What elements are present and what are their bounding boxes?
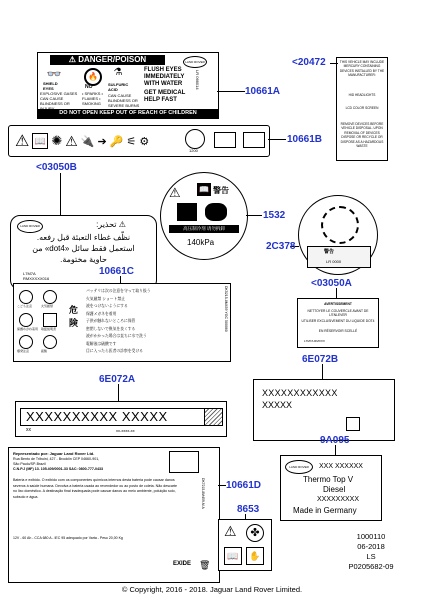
manual-icon-jp bbox=[43, 313, 57, 327]
reservoir-sticker bbox=[307, 246, 371, 268]
fan-icon: ✤ bbox=[246, 524, 264, 542]
land-rover-badge-arabic: LAND ROVER bbox=[17, 220, 43, 233]
danger-poison-label bbox=[37, 52, 219, 119]
french-line-0: AVERTISSEMENT bbox=[324, 302, 352, 306]
brazil-footer: 12V - 60 Ah - CCA 680 A - IEC 95 adequado por Varta - Peso 20,00 Kg bbox=[13, 536, 123, 540]
sulfuric-acid-text: SULFURIC ACID bbox=[108, 82, 129, 92]
callout-10661a[interactable]: 10661A bbox=[245, 86, 281, 97]
warning-triangle-icon-ar: ⚠ bbox=[118, 220, 126, 229]
copyright-text: © Copyright, 2016 - 2018. Jaguar Land Rover Limited. bbox=[121, 585, 303, 594]
9a095-line-3: Diesel bbox=[323, 485, 346, 494]
acid-icon-jp bbox=[43, 335, 57, 349]
land-rover-badge-9a095: LAND ROVER bbox=[285, 460, 313, 474]
label-9a095-thermo-top bbox=[280, 455, 382, 521]
mercury-label bbox=[336, 57, 388, 161]
6e072a-big-text: XXXXXXXXXX XXXXX bbox=[26, 409, 168, 424]
brazil-header-3: São Paulo/SP-Brazil bbox=[13, 462, 46, 466]
refrigerant-icon bbox=[177, 203, 197, 221]
callout-10661d[interactable]: 10661D bbox=[226, 480, 262, 491]
timer-value: 1200 bbox=[189, 148, 198, 153]
reference-code: LS bbox=[366, 552, 376, 561]
battery-charge-icon bbox=[243, 132, 265, 148]
reference-id: 1000110 bbox=[356, 532, 386, 541]
callout-9a095[interactable]: 9A095 bbox=[320, 435, 350, 446]
inmetro-seal bbox=[169, 451, 199, 473]
danger-header bbox=[50, 55, 165, 65]
arabic-line-1: نظّف غطاء التعبئة قبل رفعه. bbox=[36, 233, 131, 242]
leader-10661c bbox=[120, 276, 121, 283]
callout-03050b[interactable]: <03050B bbox=[36, 162, 77, 173]
battery-warning-strip bbox=[8, 125, 270, 157]
mercury-text-4: REMOVE DEVICES BEFORE VEHICLE DISPOSAL. UPON REMOVAL OF DEVICES DISPOSE OR RECYCLE OR DISPOSE AS A HAZARDOUS WASTE bbox=[340, 122, 384, 149]
label-6e072b bbox=[253, 379, 395, 441]
arabic-line-2: استعمل فقط سائل «dot4» من bbox=[32, 244, 135, 253]
callout-20472[interactable]: <20472 bbox=[292, 57, 326, 68]
manual-icon: 📖 bbox=[32, 133, 48, 149]
hand-icon: ✋ bbox=[246, 547, 264, 565]
jp-icon-caption-5: 硫酸 bbox=[41, 349, 48, 353]
medical-help-text: GET MEDICAL HELP FAST bbox=[144, 90, 186, 103]
jp-line-3: 保護メガネを着用 bbox=[86, 311, 117, 316]
no-fire-icon: 🔥 bbox=[84, 68, 102, 86]
sun-gear-icon bbox=[321, 206, 359, 244]
goggles-icon bbox=[19, 313, 33, 327]
pressure-manual-icon: 📖 bbox=[197, 183, 211, 196]
leader-6e072a bbox=[118, 384, 119, 401]
arrow-right-icon: ➔ bbox=[97, 135, 107, 148]
acid-icon: ⚗ bbox=[113, 67, 123, 78]
callout-2c378[interactable]: 2C378 bbox=[266, 241, 296, 252]
land-rover-badge: LAND ROVER bbox=[183, 56, 207, 68]
french-brake-fluid-label bbox=[297, 298, 379, 348]
mercury-text-1: THIS VEHICLE MAY INCLUDE MERCURY CONTAINING DEVICES INSTALLED BY THE MANUFACTURER: bbox=[339, 60, 385, 78]
arabic-brake-fluid-label bbox=[10, 215, 157, 290]
manual-icon-8653: 📖 bbox=[224, 547, 242, 565]
shield-eyes-text: SHIELD EYES bbox=[43, 81, 58, 91]
jp-line-1: 火気厳禁 ショート禁止 bbox=[86, 296, 125, 301]
shield-eyes-icon: 👓 bbox=[46, 67, 62, 81]
acid-desc-text: CAN CAUSE BLINDNESS OR SEVERE BURNS bbox=[108, 93, 140, 108]
callout-6e072a[interactable]: 6E072A bbox=[99, 374, 136, 385]
jp-line-4: 子供が触れないところに保管 bbox=[86, 319, 136, 323]
jp-line-5: 密閉しないで換気を良くする bbox=[86, 326, 136, 331]
label-6e072a bbox=[15, 401, 227, 437]
reference-part: P0205682-09 bbox=[348, 562, 394, 571]
mercury-text-3: LCD COLOR SCREEN bbox=[345, 106, 379, 110]
leader-9a095 bbox=[335, 445, 336, 455]
battery-icon bbox=[214, 132, 236, 148]
arabic-warning-text bbox=[81, 219, 141, 230]
jp-line-6: 液がかかった場合は直ちに水で洗う bbox=[86, 334, 147, 338]
jp-icon-grid bbox=[17, 287, 65, 357]
flush-eyes-text: FLUSH EYES IMMEDIATELY WITH WATER bbox=[144, 67, 185, 87]
explosion-icon-jp bbox=[19, 335, 33, 349]
timer-icon bbox=[185, 129, 205, 149]
caution-triangle-icon: ⚠ bbox=[65, 132, 78, 149]
pressure-chinese: 警告 bbox=[213, 186, 229, 195]
child-icon bbox=[19, 290, 33, 304]
engine-icon: ⚙ bbox=[139, 135, 150, 148]
callout-10661c[interactable]: 10661C bbox=[99, 266, 135, 277]
jp-icon-caption-4: 爆発注意 bbox=[17, 349, 30, 353]
danger-part-code: LR 066014 bbox=[195, 70, 200, 90]
no-text: NO bbox=[85, 84, 93, 90]
jp-text-block bbox=[86, 288, 212, 356]
arabic-line-3: حاوية مختومة. bbox=[60, 255, 107, 264]
jp-icon-caption-1: 火気厳禁 bbox=[41, 304, 54, 308]
reservoir-label bbox=[298, 195, 378, 275]
reference-date: 06-2018 bbox=[357, 542, 385, 551]
leader-03050b bbox=[60, 173, 61, 215]
battery-icons bbox=[15, 130, 149, 152]
mercury-text-2: HID HEADLIGHTS bbox=[348, 93, 376, 97]
6e072a-small-1: xx bbox=[26, 427, 31, 433]
french-line-1: NETTOYER LE COUVERCLE AVANT DE L'ENLEVER bbox=[307, 309, 369, 318]
brazil-header-4: C.N.P.J (MF) 13. 105.409/0001-33 SAC: 0800-777-0433 bbox=[13, 467, 104, 471]
arabic-code-2: RMXXXXX016 bbox=[23, 276, 50, 281]
leader-10661b bbox=[268, 139, 286, 140]
callout-1532[interactable]: 1532 bbox=[263, 210, 286, 221]
french-line-3: EN RÉSERVOIR SCELLÉ bbox=[318, 329, 358, 333]
danger-triangle-icon: ⚠ bbox=[68, 55, 76, 64]
arabic-warning: تحذير: bbox=[96, 220, 117, 229]
brazil-side-code: DK7215-8M459-M A bbox=[201, 478, 205, 509]
french-line-2: UTILISER EXCLUSIVEMENT DU LIQUIDE DOT4 bbox=[301, 319, 375, 323]
jp-line-8: 目に入ったら医者の診察を受ける bbox=[86, 349, 143, 353]
6e072b-line-2: XXXXX bbox=[262, 400, 293, 410]
callout-8653[interactable]: 8653 bbox=[237, 504, 260, 515]
pressure-caption: 高压制冷剂 请勿拆卸 bbox=[169, 225, 239, 233]
leader-20472 bbox=[330, 63, 338, 64]
leader-03050a bbox=[336, 288, 337, 298]
no-fire-icon-jp bbox=[43, 290, 57, 304]
brazil-trash-icon: 🗑 bbox=[199, 560, 211, 570]
exide-logo: EXIDE bbox=[173, 561, 192, 567]
jp-icon-caption-0: こども注意 bbox=[17, 304, 33, 308]
japanese-battery-label bbox=[13, 283, 231, 362]
jp-line-0: バッテリは次の注意を守って取り扱う bbox=[86, 289, 151, 293]
label-8653 bbox=[218, 519, 272, 571]
callout-03050a[interactable]: <03050A bbox=[311, 278, 352, 289]
jp-line-2: 液をつけないようにする bbox=[86, 304, 128, 308]
leader-6e072b bbox=[322, 364, 323, 379]
jump-cable-icon: 🔌 bbox=[80, 135, 95, 148]
pressure-warning-icon: ⚠ bbox=[169, 185, 181, 200]
danger-footer: DO NOT OPEN KEEP OUT OF REACH OF CHILDREN bbox=[38, 109, 218, 118]
9a095-line-5: Made in Germany bbox=[293, 506, 357, 515]
jp-icon-caption-3: 取扱説明書 bbox=[41, 327, 57, 331]
jp-danger-text: 危険 bbox=[69, 305, 79, 328]
label-10661d-brazil bbox=[8, 447, 220, 583]
leader-10661d bbox=[218, 485, 226, 486]
9a095-line-2: Thermo Top V bbox=[303, 475, 354, 484]
jp-line-7: 電解液は硫酸です bbox=[86, 341, 117, 346]
6e072a-small-2: xx-xxxx-xx bbox=[116, 428, 135, 433]
reservoir-chinese: 警告 bbox=[324, 249, 335, 255]
brazil-header-1: Representado por: Jaguar Land Rover Ltd. bbox=[13, 451, 95, 456]
worker-icon bbox=[205, 203, 227, 221]
french-code: L7M7A RMXXX bbox=[304, 339, 325, 343]
jp-vertical-code: DK5215-8M459 YGC 500060 bbox=[224, 286, 228, 332]
pressure-warning-label bbox=[160, 172, 248, 260]
key-icon: 🔑 bbox=[109, 135, 124, 148]
9a095-line-1: XXX XXXXXX bbox=[319, 463, 363, 470]
explosive-gases-text: EXPLOSIVE GASES CAN CAUSE BLINDNESS OR bbox=[40, 91, 78, 106]
leader-1532 bbox=[246, 215, 262, 216]
6e072b-line-1: XXXXXXXXXXXX bbox=[262, 388, 338, 398]
pressure-value: 140kPa bbox=[187, 238, 215, 247]
clamp-icon: ⚟ bbox=[126, 135, 137, 148]
danger-header-text: DANGER/POISON bbox=[78, 55, 147, 64]
warning-triangle-icon-8653: ⚠ bbox=[224, 523, 237, 539]
jp-icon-caption-2: 保護めがね着用 bbox=[17, 327, 39, 331]
reference-block bbox=[336, 532, 406, 572]
brazil-header-2: Rua Bento de Tribuini, 427 - Brooklin CEP 04660-901, bbox=[13, 457, 100, 461]
leader-10661a bbox=[217, 91, 245, 92]
6e072b-square bbox=[346, 417, 360, 431]
brazil-body: Bateria e exibido. O exibido com os componentes químicos internos desta bateria pode causar danos severos à saúde humana. Devolva a bateria usada ao revendedor ou ao posto de coleta. Não descarte no lixo doméstico. A destinação final inadequada pode causar danos ao meio ambiente, poluição solo, subsolo e água. bbox=[13, 478, 178, 499]
explosion-icon: ✺ bbox=[51, 133, 63, 148]
reservoir-code: LR 0000 bbox=[326, 259, 342, 264]
callout-6e072b[interactable]: 6E072B bbox=[302, 354, 339, 365]
warning-triangle-icon: ⚠ bbox=[15, 133, 30, 150]
arabic-code-1: L7M7A bbox=[23, 271, 36, 276]
no-items-text: • SPARKS • FLAMES • SMOKING bbox=[82, 91, 103, 106]
6e072a-hatch bbox=[204, 408, 223, 426]
callout-10661b[interactable]: 10661B bbox=[287, 134, 323, 145]
9a095-line-4: XXXXXXXXX bbox=[317, 496, 360, 503]
